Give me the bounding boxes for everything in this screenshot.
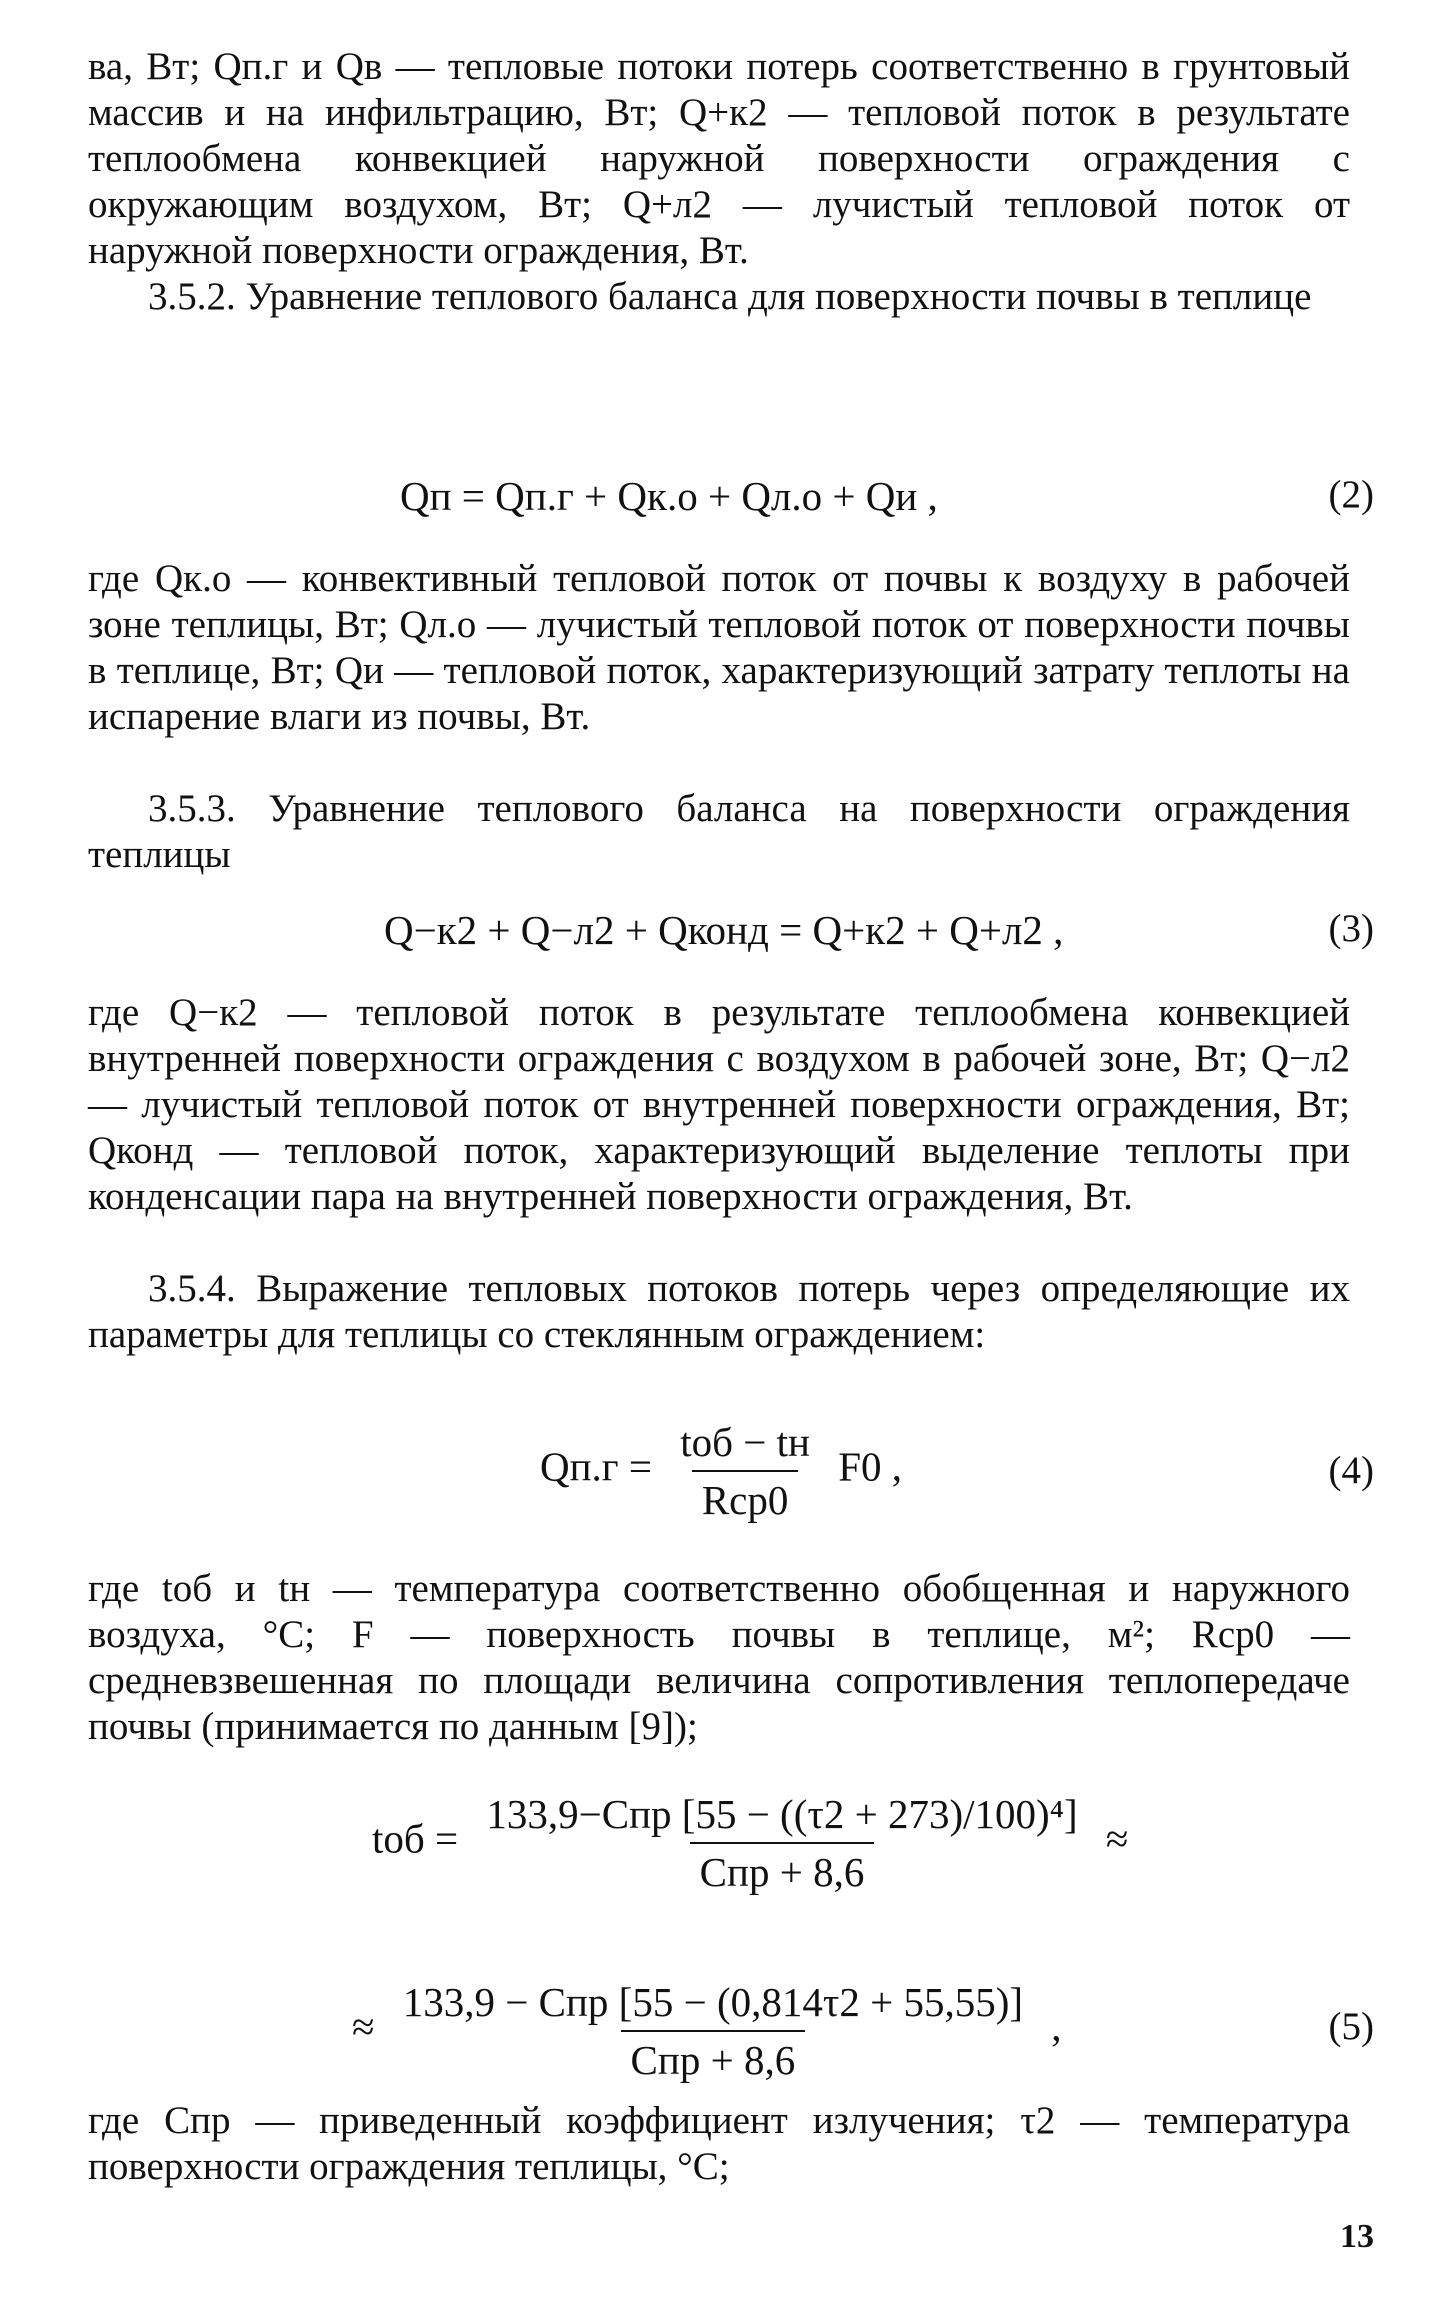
paragraph-3-5-4: 3.5.4. Выражение тепловых потоков потерь через определяющие их параметры для теплицы со стеклянным ограждением: [88, 1267, 1350, 1356]
equation-5-line-2 [352, 1978, 1062, 2084]
paragraph-1: ва, Вт; Qп.г и Qв — тепловые потоки потерь соответственно в грунтовый массив и на инфильтрацию, Вт; Q+к2 — тепловой поток в результате теплообмена конвекцией наружной поверхности ограждения с окружающим воздухом, Вт; Q+л2 — лучистый тепловой поток от наружной поверхности ограждения, Вт. [88, 45, 1350, 272]
equation-4-denominator: Rср0 [692, 1470, 799, 1524]
page-number: 13 [1340, 2218, 1374, 2255]
equation-5-numerator-2: 133,9 − Спр [55 − (0,814τ2 + 55,55)] [402, 1979, 1024, 2025]
equation-5-lhs: tоб = [372, 1815, 459, 1862]
paragraph-3-5-3: 3.5.3. Уравнение теплового баланса на поверхности ограждения теплицы [88, 787, 1350, 876]
equation-3-number: (3) [1328, 907, 1374, 950]
paragraph-3-5-2: 3.5.2. Уравнение теплового баланса для поверхности почвы в теплице [148, 275, 1312, 318]
paragraph-definitions-eq2: где Qк.о — конвективный тепловой поток от почвы к воздуху в рабочей зоне теплицы, Вт; Qл.о — лучистый тепловой поток от поверхности почвы в теплице, Вт; Qи — тепловой поток, характеризующий затрату теплоты на испарение влаги из почвы, Вт. [88, 557, 1350, 738]
equation-5-approx-2: ≈ [352, 2003, 375, 2050]
equation-5-numerator-1: 133,9−Спр [55 − ((τ2 + 273)/100)⁴] [486, 1791, 1078, 1837]
equation-3: Q−к2 + Q−л2 + Qконд = Q+к2 + Q+л2 , [384, 907, 1064, 953]
equation-5-denominator-2: Спр + 8,6 [621, 2030, 806, 2084]
equation-4-lhs: Qп.г = [540, 1443, 652, 1490]
equation-5-fraction-1 [476, 1790, 1087, 1896]
equation-5-fraction-2 [393, 1978, 1033, 2084]
paragraph-definitions-eq3: где Q−к2 — тепловой поток в результате теплообмена конвекцией внутренней поверхности ограждения с воздухом в рабочей зоне, Вт; Q−л2 — лучистый тепловой поток от внутренней поверхности ограждения, Вт; Qконд — тепловой поток, характеризующий выделение теплоты при конденсации пара на внутренней поверхности ограждения, Вт. [88, 991, 1350, 1218]
equation-4-fraction [670, 1418, 820, 1524]
paragraph-definitions-eq4: где tоб и tн — температура соответственно обобщенная и наружного воздуха, °С; F — поверхность почвы в теплице, м²; Rср0 — средневзвешенная по площади величина сопротивления теплопередаче почвы (принимается по данным [9]); [88, 1567, 1350, 1748]
equation-4 [540, 1418, 902, 1524]
equation-5-tail: , [1051, 2003, 1062, 2050]
equation-2: Qп = Qп.г + Qк.о + Qл.о + Qи , [400, 473, 938, 519]
paragraph-definitions-eq5: где Спр — приведенный коэффициент излучения; τ2 — температура поверхности ограждения теплицы, °С; [88, 2099, 1350, 2188]
equation-5-number: (5) [1328, 2005, 1374, 2048]
equation-4-rhs: F0 , [838, 1443, 903, 1490]
equation-5-line-1 [372, 1790, 1128, 1896]
equation-4-number: (4) [1328, 1449, 1374, 1492]
equation-2-number: (2) [1328, 473, 1374, 516]
equation-5-approx-1: ≈ [1105, 1815, 1129, 1862]
equation-4-numerator: tоб − tн [680, 1419, 810, 1465]
equation-5-denominator-1: Спр + 8,6 [690, 1842, 875, 1896]
